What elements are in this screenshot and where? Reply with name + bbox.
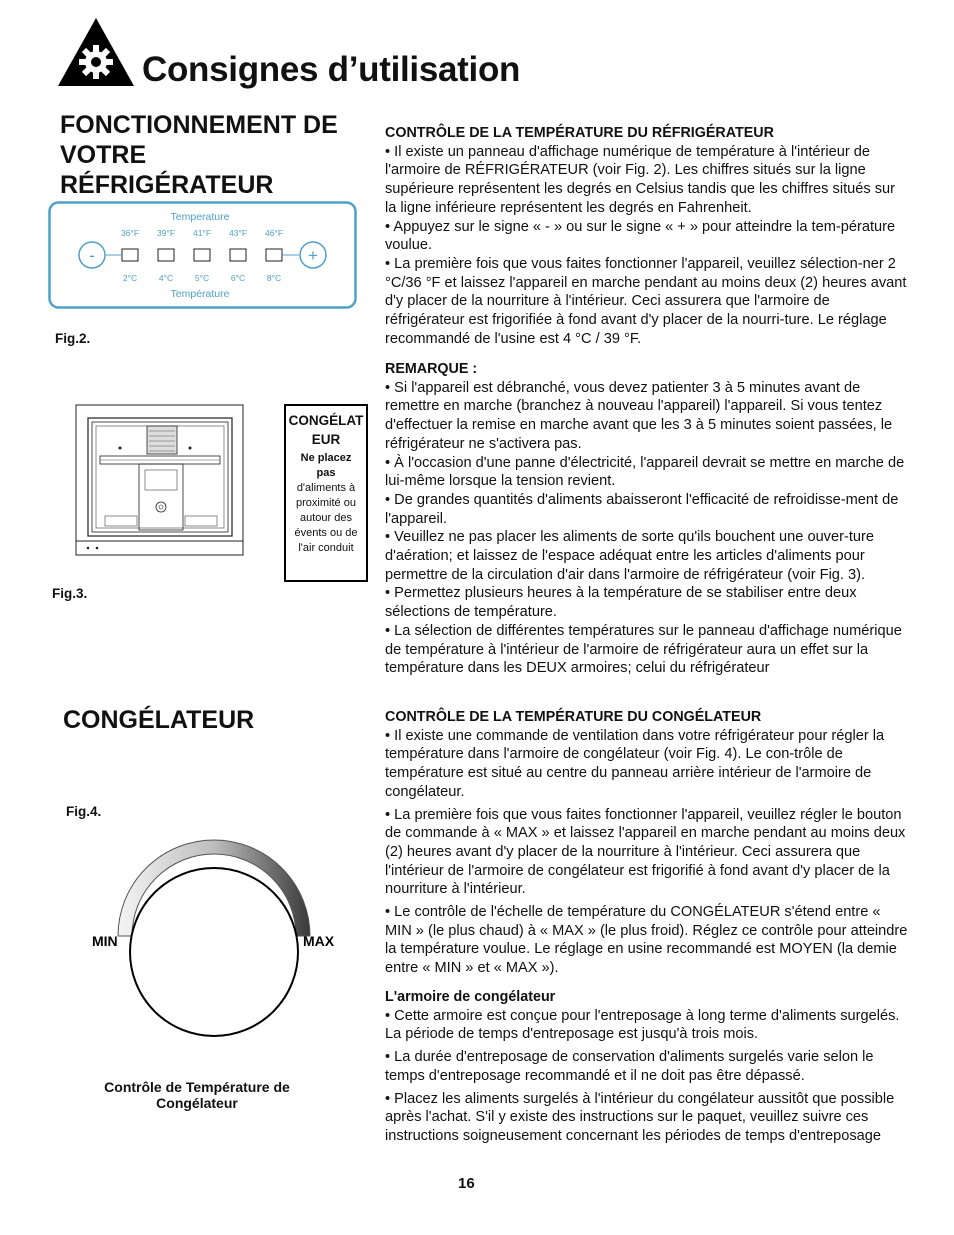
plus-button [300, 242, 326, 268]
celsius-label: 2°C [122, 273, 138, 283]
freezer-dial-figure [88, 836, 338, 1061]
remarque-item: • Si l'appareil est débranché, vous devez patienter 3 à 5 minutes avant de remettre en marche (branchez à nouveau l'appareil) l'appareil. Si vous tentez d'effectuer la remise en marche avant que les 3 à 5 minutes soient passées, le réfrigérateur ne s'activera pas. [385, 379, 893, 452]
fahrenheit-label: 46°F [264, 228, 284, 238]
armoire-paragraph: • Cette armoire est conçue pour l'entreposage à long terme d'aliments surgelés. La période de temps d'entreposage est jusqu'à trois mois. [385, 1007, 900, 1043]
remarque-item: • À l'occasion d'une panne d'électricité, l'appareil devrait se mettre en marche de lui-même lorsque la tension revient. [385, 454, 905, 490]
remarque-item: • Permettez plusieurs heures à la température de se stabiliser entre deux sélections de température. [385, 585, 857, 621]
armoire-paragraph: • Placez les aliments surgelés à l'intérieur du congélateur aussitôt que possible après l'achat. S'il y existe des instructions sur le paquet, veuillez suivre ces instructions soigneusement concernant les périodes de temps d'entreposage [385, 1090, 895, 1144]
freezer-control-section [385, 708, 910, 978]
temperature-indicator [266, 249, 282, 261]
remarque-heading: REMARQUE : [385, 361, 478, 377]
fridge-paragraph: • La première fois que vous faites fonctionner l'appareil, veuillez sélection-ner 2 °C/36 °F et laissez l'appareil en marche pendant au moins deux (2) heures avant d'y placer de la nourriture à l'intérieur. Ceci assurera que l'armoire de réfrigérateur est frigorifiée à fond avant d'y placer de la nourri-ture. Le réglage recommandé de l'usine est 4 °C / 39 °F. [385, 255, 907, 347]
celsius-label: 6°C [230, 273, 246, 283]
temperature-indicator [158, 249, 174, 261]
panel-top-label: Temperature [170, 211, 230, 223]
panel-bottom-label: Température [170, 288, 230, 300]
page-title: Consignes d’utilisation [142, 50, 521, 89]
armoire-paragraph: • La durée d'entreposage de conservation d'aliments surgelés varie selon le temps d'entreposage recommandé et il ne doit pas être dépassé. [385, 1049, 874, 1084]
temperature-panel-figure [48, 201, 358, 309]
fahrenheit-label: 36°F [120, 228, 140, 238]
fridge-control-heading: CONTRÔLE DE LA TEMPÉRATURE DU RÉFRIGÉRATEUR [385, 125, 774, 141]
svg-text:-: - [89, 246, 95, 265]
freezer-paragraph: • Le contrôle de l'échelle de température du CONGÉLATEUR s'étend entre « MIN » (le plus chaud) à « MAX » (le plus froid). Réglez ce contrôle pour atteindre la température voulue. Le réglage en usine recommandé est MOYEN (la demie entre « MIN » et « MAX »). [385, 904, 908, 977]
dial-caption: Contrôle de Température de Congélateur [104, 1079, 290, 1111]
remarque-item: • Veuillez ne pas placer les aliments de sorte qu'ils bouchent une ouver-ture d'aération; et laissez de l'espace adéquat entre les articles d'aliments pour permettre de la circulation d'air dans l'armoire de réfrigérateur (voir Fig. 3). [385, 529, 874, 583]
remarque-item: • De grandes quantités d'aliments abaisseront l'efficacité de refroidisse-ment de l'appareil. [385, 491, 899, 527]
remarque-section [385, 360, 910, 678]
fahrenheit-label: 43°F [228, 228, 248, 238]
fridge-paragraph: • Appuyez sur le signe « - » ou sur le signe « + » pour atteindre la tem-pérature voulue. [385, 218, 896, 254]
armoire-section [385, 988, 910, 1146]
temperature-indicator [230, 249, 246, 261]
page-number: 16 [458, 1175, 475, 1192]
freezer-control-heading: CONTRÔLE DE LA TEMPÉRATURE DU CONGÉLATEUR [385, 709, 762, 725]
section-heading-refrigerateur: FONCTIONNEMENT DE VOTRE RÉFRIGÉRATEUR [60, 111, 338, 199]
dial-max-label: MAX [303, 933, 335, 949]
fig2-label: Fig.2. [55, 331, 91, 346]
temperature-indicator [194, 249, 210, 261]
freezer-callout-box: CONGÉLAT EUR Ne placez pas d'aliments à proximité ou autour des évents ou de l'air conduit [284, 404, 368, 582]
dial-min-label: MIN [92, 933, 118, 949]
armoire-heading: L'armoire de congélateur [385, 989, 556, 1005]
fig4-label: Fig.4. [66, 804, 102, 819]
section-heading-congelateur: CONGÉLATEUR [63, 706, 255, 734]
celsius-label: 5°C [194, 273, 210, 283]
celsius-label: 4°C [158, 273, 174, 283]
fahrenheit-label: 41°F [192, 228, 212, 238]
celsius-label: 8°C [266, 273, 282, 283]
fridge-control-section [385, 124, 910, 348]
freezer-paragraph: • La première fois que vous faites fonctionner l'appareil, veuillez régler le bouton de commande à « MAX » et laissez l'appareil en marche pendant au moins deux (2) heures avant d'y placer de la nourriture à l'intérieur. Ceci assurera que l'intérieur de l'armoire de congélateur est frigorifié à fond avant d'y placer de la nourriture à l'intérieur. [385, 806, 906, 898]
gear-warning-icon [56, 16, 136, 88]
temperature-indicator [122, 249, 138, 261]
fig3-label: Fig.3. [52, 586, 88, 601]
fahrenheit-label: 39°F [156, 228, 176, 238]
remarque-item: • La sélection de différentes températures sur le panneau d'affichage numérique de température à l'intérieur de l'armoire de réfrigérateur aura un effet sur la température dans les DEUX armoires; celui du réfrigérateur [385, 622, 902, 677]
fridge-interior-figure [75, 404, 245, 556]
svg-text:+: + [308, 246, 318, 265]
freezer-paragraph: • Il existe une commande de ventilation dans votre réfrigérateur pour régler la température dans l'armoire de congélateur (voir Fig. 4). Le con-trôle de température est situé au centre du panneau arrière intérieur de l'armoire de congélateur. [385, 727, 885, 800]
fridge-paragraph: • Il existe un panneau d'affichage numérique de température à l'intérieur de l'armoire de RÉFRIGÉRATEUR (voir Fig. 2). Les chiffres situés sur la ligne supérieure représentent les degrés en Celsius tandis que les chiffres situés sur la ligne inférieure représentent les degrés en Fahrenheit. [385, 143, 895, 216]
minus-button [79, 242, 105, 268]
